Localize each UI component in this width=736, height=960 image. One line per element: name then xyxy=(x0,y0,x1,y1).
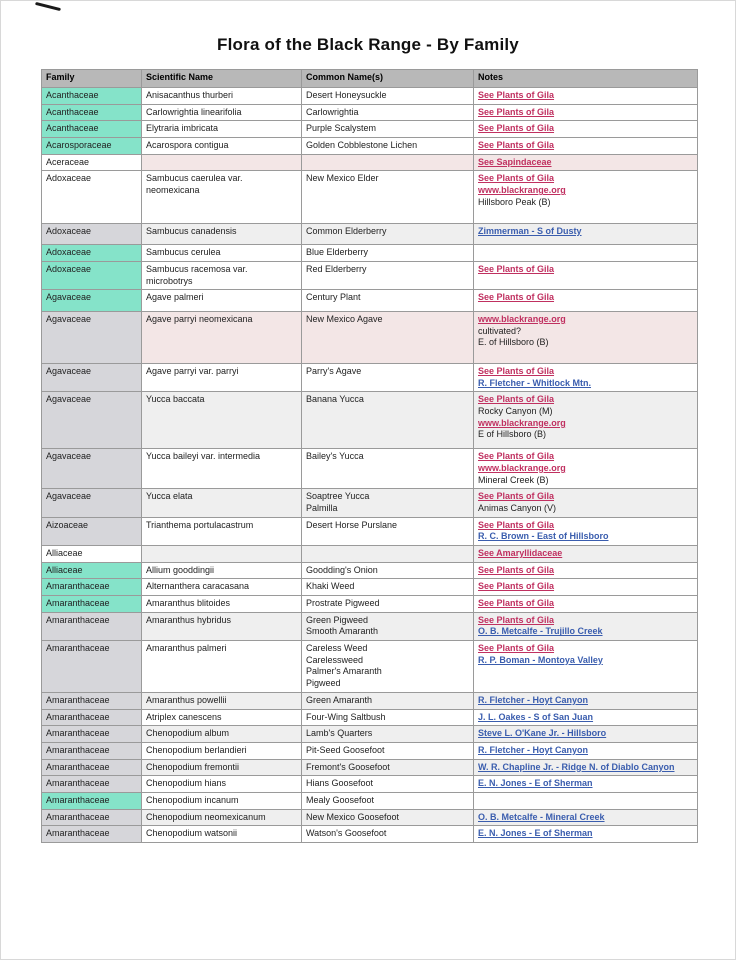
notes-cell xyxy=(474,223,698,245)
scientific-name-cell xyxy=(142,612,302,640)
family-cell: Amaranthaceae xyxy=(42,776,142,793)
family-cell: Adoxaceae xyxy=(42,223,142,245)
note-text: Animas Canyon (V) xyxy=(478,502,557,513)
common-name-cell xyxy=(302,809,474,826)
note-text: Mineral Creek (B) xyxy=(478,474,549,485)
table-row xyxy=(42,261,698,289)
scientific-name-cell-line: Amaranthus palmeri xyxy=(146,643,227,654)
scientific-name-cell-line: Chenopodium incanum xyxy=(146,794,239,805)
common-name-cell-line: Desert Horse Purslane xyxy=(306,519,398,530)
common-name-cell xyxy=(302,154,474,171)
scientific-name-cell xyxy=(142,138,302,155)
table-row xyxy=(42,562,698,579)
scientific-name-cell xyxy=(142,121,302,138)
common-name-cell xyxy=(302,88,474,105)
common-name-cell xyxy=(302,311,474,363)
table-row xyxy=(42,88,698,105)
reference-link[interactable]: See Plants of Gila xyxy=(478,106,555,117)
table-row xyxy=(42,742,698,759)
collector-location-link[interactable]: Zimmerman - S of Dusty xyxy=(478,225,582,236)
reference-link[interactable]: www.blackrange.org xyxy=(478,462,566,473)
common-name-cell-line: Golden Cobblestone Lichen xyxy=(306,140,418,151)
common-name-cell-line: Soaptree Yucca xyxy=(306,491,370,502)
scientific-name-cell xyxy=(142,792,302,809)
table-row xyxy=(42,517,698,545)
scientific-name-cell-line: Sambucus caerulea var. xyxy=(146,173,243,184)
scientific-name-cell xyxy=(142,517,302,545)
common-name-cell xyxy=(302,245,474,262)
reference-link[interactable]: www.blackrange.org xyxy=(478,313,566,324)
scientific-name-cell-line: Sambucus cerulea xyxy=(146,247,221,258)
scientific-name-cell-line: Acarospora contigua xyxy=(146,140,229,151)
note-text: E. of Hillsboro (B) xyxy=(478,337,549,348)
common-name-cell xyxy=(302,776,474,793)
scientific-name-cell xyxy=(142,709,302,726)
notes-cell xyxy=(474,261,698,289)
scientific-name-cell-line: Agave parryi neomexicana xyxy=(146,313,253,324)
column-header-scientific-name: Scientific Name xyxy=(142,70,302,88)
table-row xyxy=(42,138,698,155)
reference-link[interactable]: See Plants of Gila xyxy=(478,394,555,405)
common-name-cell-line: Khaki Weed xyxy=(306,581,355,592)
scientific-name-cell xyxy=(142,364,302,392)
family-cell: Amaranthaceae xyxy=(42,742,142,759)
common-name-cell-line: Carelessweed xyxy=(306,654,364,665)
scientific-name-cell-line: Chenopodium fremontii xyxy=(146,761,240,772)
family-cell: Amaranthaceae xyxy=(42,612,142,640)
notes-cell xyxy=(474,311,698,363)
notes-cell xyxy=(474,517,698,545)
family-cell: Amaranthaceae xyxy=(42,726,142,743)
common-name-cell xyxy=(302,545,474,562)
family-cell: Alliaceae xyxy=(42,562,142,579)
notes-cell xyxy=(474,154,698,171)
table-row xyxy=(42,826,698,843)
scientific-name-cell-line: neomexicana xyxy=(146,185,200,196)
table-row xyxy=(42,792,698,809)
notes-cell xyxy=(474,692,698,709)
family-cell: Aizoaceae xyxy=(42,517,142,545)
family-cell: Acanthaceae xyxy=(42,104,142,121)
common-name-cell-line: Century Plant xyxy=(306,292,361,303)
collector-location-link[interactable]: R. C. Brown - East of Hillsboro xyxy=(478,531,609,542)
table-row xyxy=(42,290,698,312)
common-name-cell-line: New Mexico Agave xyxy=(306,313,383,324)
common-name-cell-line: Carlowrightia xyxy=(306,106,359,117)
scientific-name-cell xyxy=(142,692,302,709)
common-name-cell xyxy=(302,562,474,579)
common-name-cell-line: Green Amaranth xyxy=(306,694,373,705)
collector-location-link[interactable]: E. N. Jones - E of Sherman xyxy=(478,828,593,839)
table-row xyxy=(42,641,698,693)
common-name-cell-line: Common Elderberry xyxy=(306,225,387,236)
scientific-name-cell-line: Sambucus canadensis xyxy=(146,225,237,236)
table-row xyxy=(42,449,698,489)
notes-cell xyxy=(474,759,698,776)
scientific-name-cell xyxy=(142,776,302,793)
common-name-cell-line: New Mexico Elder xyxy=(306,173,379,184)
scientific-name-cell-line: Yucca elata xyxy=(146,491,193,502)
table-row xyxy=(42,579,698,596)
table-row xyxy=(42,154,698,171)
note-text: E of Hillsboro (B) xyxy=(478,429,547,440)
table-row xyxy=(42,692,698,709)
common-name-cell-line: New Mexico Goosefoot xyxy=(306,811,400,822)
table-row xyxy=(42,726,698,743)
common-name-cell xyxy=(302,261,474,289)
scientific-name-cell-line: microbotrys xyxy=(146,275,193,286)
common-name-cell-line: Smooth Amaranth xyxy=(306,626,379,637)
common-name-cell xyxy=(302,121,474,138)
column-header-notes: Notes xyxy=(474,70,698,88)
table-row xyxy=(42,489,698,517)
scientific-name-cell-line: Agave palmeri xyxy=(146,292,204,303)
collector-location-link[interactable]: R. Fletcher - Hoyt Canyon xyxy=(478,744,589,755)
common-name-cell-line: Pit-Seed Goosefoot xyxy=(306,744,385,755)
family-cell: Amaranthaceae xyxy=(42,792,142,809)
family-cell: Agavaceae xyxy=(42,364,142,392)
common-name-cell xyxy=(302,138,474,155)
reference-link[interactable]: www.blackrange.org xyxy=(478,185,566,196)
reference-link[interactable]: See Sapindaceae xyxy=(478,156,552,167)
reference-link[interactable]: See Plants of Gila xyxy=(478,598,555,608)
notes-cell xyxy=(474,171,698,223)
reference-link[interactable]: See Plants of Gila xyxy=(478,451,555,462)
scientific-name-cell xyxy=(142,759,302,776)
common-name-cell xyxy=(302,742,474,759)
notes-cell xyxy=(474,290,698,312)
scientific-name-cell-line: Yucca baccata xyxy=(146,394,205,405)
notes-cell xyxy=(474,88,698,105)
scientific-name-cell xyxy=(142,449,302,489)
notes-cell xyxy=(474,364,698,392)
scientific-name-cell xyxy=(142,641,302,693)
collector-location-link[interactable]: E. N. Jones - E of Sherman xyxy=(478,778,593,789)
scientific-name-cell-line: Alternanthera caracasana xyxy=(146,581,250,592)
collector-location-link[interactable]: R. Fletcher - Hoyt Canyon xyxy=(478,694,589,705)
scientific-name-cell xyxy=(142,104,302,121)
table-row xyxy=(42,311,698,363)
notes-cell xyxy=(474,449,698,489)
table-row xyxy=(42,776,698,793)
table-row xyxy=(42,171,698,223)
family-cell: Amaranthaceae xyxy=(42,759,142,776)
common-name-cell-line: Fremont's Goosefoot xyxy=(306,761,390,772)
table-row xyxy=(42,759,698,776)
collector-location-link[interactable]: R. P. Boman - Montoya Valley xyxy=(478,654,603,665)
scientific-name-cell xyxy=(142,245,302,262)
common-name-cell-line: Goodding's Onion xyxy=(306,564,378,575)
common-name-cell-line: Parry's Agave xyxy=(306,366,362,376)
family-cell: Amaranthaceae xyxy=(42,596,142,613)
family-cell: Adoxaceae xyxy=(42,245,142,262)
family-cell: Adoxaceae xyxy=(42,171,142,223)
scientific-name-cell-line: Yucca baileyi var. intermedia xyxy=(146,451,261,462)
notes-cell xyxy=(474,742,698,759)
table-row xyxy=(42,223,698,245)
scientific-name-cell xyxy=(142,742,302,759)
scientific-name-cell-line: Carlowrightia linearifolia xyxy=(146,106,242,117)
scientific-name-cell-line: Atriplex canescens xyxy=(146,711,222,722)
common-name-cell xyxy=(302,692,474,709)
common-name-cell xyxy=(302,826,474,843)
common-name-cell xyxy=(302,489,474,517)
common-name-cell xyxy=(302,596,474,613)
notes-cell xyxy=(474,392,698,449)
family-cell: Agavaceae xyxy=(42,290,142,312)
common-name-cell-line: Desert Honeysuckle xyxy=(306,90,387,100)
family-cell: Agavaceae xyxy=(42,449,142,489)
notes-cell xyxy=(474,709,698,726)
scientific-name-cell xyxy=(142,579,302,596)
table-row xyxy=(42,104,698,121)
scientific-name-cell-line: Amaranthus hybridus xyxy=(146,614,232,625)
scientific-name-cell-line: Chenopodium watsonii xyxy=(146,828,238,839)
collector-location-link[interactable]: J. L. Oakes - S of San Juan xyxy=(478,711,594,722)
family-cell: Amaranthaceae xyxy=(42,826,142,843)
scientific-name-cell-line: Chenopodium neomexicanum xyxy=(146,811,266,822)
common-name-cell xyxy=(302,223,474,245)
scientific-name-cell-line: Chenopodium berlandieri xyxy=(146,744,247,755)
common-name-cell-line: Green Pigweed xyxy=(306,614,369,625)
family-cell: Agavaceae xyxy=(42,311,142,363)
column-header-family: Family xyxy=(42,70,142,88)
table-row xyxy=(42,612,698,640)
notes-cell xyxy=(474,792,698,809)
notes-cell xyxy=(474,641,698,693)
family-cell: Acanthaceae xyxy=(42,121,142,138)
notes-cell xyxy=(474,596,698,613)
table-row xyxy=(42,392,698,449)
common-name-cell xyxy=(302,759,474,776)
family-cell: Aceraceae xyxy=(42,154,142,171)
scientific-name-cell xyxy=(142,154,302,171)
family-cell: Agavaceae xyxy=(42,392,142,449)
common-name-cell xyxy=(302,792,474,809)
common-name-cell xyxy=(302,449,474,489)
reference-link[interactable]: See Plants of Gila xyxy=(478,643,555,654)
family-cell: Amaranthaceae xyxy=(42,809,142,826)
scientific-name-cell xyxy=(142,545,302,562)
common-name-cell xyxy=(302,392,474,449)
family-cell: Agavaceae xyxy=(42,489,142,517)
table-row xyxy=(42,245,698,262)
scientific-name-cell-line: Chenopodium album xyxy=(146,728,230,739)
notes-cell xyxy=(474,138,698,155)
notes-cell xyxy=(474,826,698,843)
scientific-name-cell xyxy=(142,392,302,449)
scientific-name-cell-line: Amaranthus blitoides xyxy=(146,598,231,608)
table-row xyxy=(42,364,698,392)
table-header-row xyxy=(42,70,698,88)
reference-link[interactable]: See Plants of Gila xyxy=(478,366,555,376)
scientific-name-cell xyxy=(142,223,302,245)
scientific-name-cell-line: Chenopodium hians xyxy=(146,778,227,789)
scientific-name-cell-line: Amaranthus powellii xyxy=(146,694,227,705)
common-name-cell-line: Bailey's Yucca xyxy=(306,451,364,462)
common-name-cell-line: Blue Elderberry xyxy=(306,247,369,258)
common-name-cell-line: Watson's Goosefoot xyxy=(306,828,387,839)
common-name-cell xyxy=(302,104,474,121)
collector-location-link[interactable]: Steve L. O'Kane Jr. - Hillsboro xyxy=(478,728,607,739)
common-name-cell-line: Four-Wing Saltbush xyxy=(306,711,386,722)
scientific-name-cell xyxy=(142,562,302,579)
common-name-cell-line: Prostrate Pigweed xyxy=(306,598,380,608)
scientific-name-cell xyxy=(142,489,302,517)
reference-link[interactable]: See Plants of Gila xyxy=(478,140,555,151)
common-name-cell xyxy=(302,726,474,743)
reference-link[interactable]: See Plants of Gila xyxy=(478,90,555,100)
scientific-name-cell-line: Elytraria imbricata xyxy=(146,123,219,134)
notes-cell xyxy=(474,612,698,640)
common-name-cell xyxy=(302,709,474,726)
scientific-name-cell xyxy=(142,809,302,826)
common-name-cell-line: Red Elderberry xyxy=(306,263,367,274)
family-cell: Acanthaceae xyxy=(42,88,142,105)
family-cell: Alliaceae xyxy=(42,545,142,562)
flora-table xyxy=(41,69,698,843)
reference-link[interactable]: See Plants of Gila xyxy=(478,173,555,184)
common-name-cell-line: Palmilla xyxy=(306,502,338,513)
table-row xyxy=(42,809,698,826)
common-name-cell xyxy=(302,517,474,545)
scientific-name-cell xyxy=(142,311,302,363)
table-row xyxy=(42,545,698,562)
family-cell: Amaranthaceae xyxy=(42,709,142,726)
scientific-name-cell xyxy=(142,290,302,312)
common-name-cell xyxy=(302,364,474,392)
common-name-cell xyxy=(302,641,474,693)
scientific-name-cell-line: Anisacanthus thurberi xyxy=(146,90,234,100)
table-row xyxy=(42,709,698,726)
note-text: Hillsboro Peak (B) xyxy=(478,196,551,207)
family-cell: Adoxaceae xyxy=(42,261,142,289)
reference-link[interactable]: See Amaryllidaceae xyxy=(478,547,563,558)
collector-location-link[interactable]: O. B. Metcalfe - Trujillo Creek xyxy=(478,626,603,637)
page-title: Flora of the Black Range - By Family xyxy=(217,35,519,54)
notes-cell xyxy=(474,489,698,517)
reference-link[interactable]: See Plants of Gila xyxy=(478,614,555,625)
notes-cell xyxy=(474,121,698,138)
reference-link[interactable]: See Plants of Gila xyxy=(478,263,555,274)
common-name-cell-line: Careless Weed xyxy=(306,643,368,654)
notes-cell xyxy=(474,809,698,826)
notes-cell xyxy=(474,104,698,121)
scan-corner-mark xyxy=(35,2,61,11)
common-name-cell-line: Purple Scalystem xyxy=(306,123,377,134)
reference-link[interactable]: www.blackrange.org xyxy=(478,417,566,428)
scientific-name-cell-line: Allium gooddingii xyxy=(146,564,215,575)
note-text: Rocky Canyon (M) xyxy=(478,406,553,417)
notes-cell xyxy=(474,245,698,262)
notes-cell xyxy=(474,726,698,743)
scientific-name-cell xyxy=(142,171,302,223)
collector-location-link[interactable]: W. R. Chapline Jr. - Ridge N. of Diablo Canyon xyxy=(478,761,675,772)
scientific-name-cell xyxy=(142,826,302,843)
reference-link[interactable]: See Plants of Gila xyxy=(478,491,555,502)
common-name-cell-line: Lamb's Quarters xyxy=(306,728,373,739)
notes-cell xyxy=(474,776,698,793)
common-name-cell xyxy=(302,612,474,640)
family-cell: Amaranthaceae xyxy=(42,579,142,596)
reference-link[interactable]: See Plants of Gila xyxy=(478,292,555,303)
family-cell: Amaranthaceae xyxy=(42,692,142,709)
scientific-name-cell xyxy=(142,88,302,105)
reference-link[interactable]: See Plants of Gila xyxy=(478,564,555,575)
scientific-name-cell xyxy=(142,261,302,289)
column-header-common-names: Common Name(s) xyxy=(302,70,474,88)
scientific-name-cell-line: Sambucus racemosa var. xyxy=(146,263,248,274)
notes-cell xyxy=(474,579,698,596)
scientific-name-cell xyxy=(142,596,302,613)
reference-link[interactable]: See Plants of Gila xyxy=(478,581,555,592)
common-name-cell xyxy=(302,171,474,223)
reference-link[interactable]: See Plants of Gila xyxy=(478,519,555,530)
notes-cell xyxy=(474,545,698,562)
scientific-name-cell-line: Trianthema portulacastrum xyxy=(146,519,254,530)
common-name-cell xyxy=(302,290,474,312)
family-cell: Acarosporaceae xyxy=(42,138,142,155)
scientific-name-cell-line: Agave parryi var. parryi xyxy=(146,366,239,376)
family-cell: Amaranthaceae xyxy=(42,641,142,693)
table-row xyxy=(42,596,698,613)
common-name-cell-line: Pigweed xyxy=(306,678,341,689)
collector-location-link[interactable]: R. Fletcher - Whitlock Mtn. xyxy=(478,377,592,388)
table-row xyxy=(42,121,698,138)
note-text: cultivated? xyxy=(478,325,522,336)
notes-cell xyxy=(474,562,698,579)
common-name-cell xyxy=(302,579,474,596)
scientific-name-cell xyxy=(142,726,302,743)
collector-location-link[interactable]: O. B. Metcalfe - Mineral Creek xyxy=(478,811,605,822)
common-name-cell-line: Hians Goosefoot xyxy=(306,778,374,789)
common-name-cell-line: Mealy Goosefoot xyxy=(306,794,375,805)
reference-link[interactable]: See Plants of Gila xyxy=(478,123,555,134)
common-name-cell-line: Banana Yucca xyxy=(306,394,364,405)
common-name-cell-line: Palmer's Amaranth xyxy=(306,666,382,677)
